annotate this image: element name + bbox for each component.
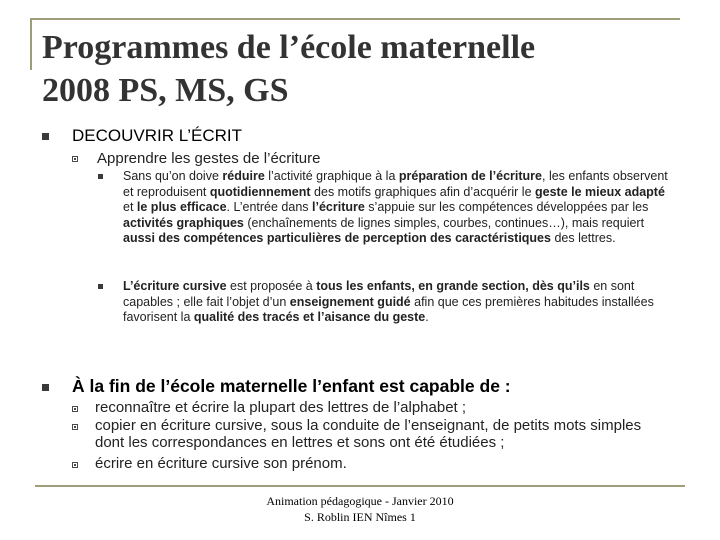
hollow-square-bullet-icon: [72, 156, 78, 162]
emphasis-text: tous les enfants, en grande section, dès qu’ils: [316, 279, 590, 293]
footer-line-1: Animation pédagogique - Janvier 2010: [266, 494, 454, 508]
text-run: .: [425, 310, 429, 325]
footer-line-2: S. Roblin IEN Nîmes 1: [304, 510, 416, 524]
emphasis-text: réduire: [222, 169, 265, 183]
section1-heading: DECOUVRIR L’ÉCRIT: [72, 126, 243, 145]
text-run: (enchaînements de lignes simples, courbes, continues…), mais requiert: [243, 215, 645, 230]
emphasis-text: aussi des compétences particulières de perception des caractéristiques: [123, 231, 551, 246]
square-bullet-icon: [42, 384, 49, 391]
hollow-square-bullet-icon: [72, 462, 78, 468]
text-run: est proposée à: [226, 279, 317, 293]
section2-heading: À la fin de l’école maternelle l’enfant est capable de :: [72, 376, 511, 396]
paragraph-cursive-writing: [123, 279, 673, 326]
emphasis-text: le plus efficace: [136, 200, 227, 215]
text-run: Sans qu’on doive: [123, 169, 223, 183]
emphasis-text: geste le mieux adapté: [535, 184, 665, 199]
text-run: des lettres.: [550, 231, 616, 246]
text-run: en sont capables ; elle fait l’objet d’un: [123, 279, 635, 309]
title-left-rule: [30, 18, 32, 70]
text-run: des motifs graphiques afin d’acquérir le: [310, 184, 535, 199]
text-run: l’activité graphique à la: [264, 169, 399, 183]
emphasis-text: qualité des tracés et l’aisance du geste: [193, 310, 426, 325]
text-run: . L’entrée dans: [226, 200, 313, 215]
emphasis-text: quotidiennement: [209, 184, 311, 199]
title-line-1: Programmes de l’école maternelle: [42, 29, 536, 66]
hollow-square-bullet-icon: [72, 406, 78, 412]
small-square-bullet-icon: [98, 174, 103, 179]
section1-subheading: Apprendre les gestes de l’écriture: [97, 150, 321, 167]
skill-item: écrire en écriture cursive son prénom.: [95, 455, 347, 472]
emphasis-text: enseignement guidé: [289, 294, 411, 309]
skill-item: copier en écriture cursive, sous la conduite de l’enseignant, de petits mots simples dont les correspondances en lettres et sons ont été étudiées ;: [95, 417, 642, 451]
skill-item: reconnaître et écrire la plupart des lettres de l’alphabet ;: [95, 399, 467, 416]
title-line-2: 2008 PS, MS, GS: [42, 72, 289, 109]
emphasis-text: préparation de l’écriture: [398, 169, 542, 183]
emphasis-text: L’écriture cursive: [123, 279, 227, 293]
square-bullet-icon: [42, 133, 49, 140]
emphasis-text: activités graphiques: [123, 215, 244, 230]
hollow-square-bullet-icon: [72, 424, 78, 430]
text-run: , les enfants observent et reproduisent: [123, 169, 668, 199]
paragraph-writing-gesture: [123, 169, 673, 247]
footer-rule: [35, 485, 685, 487]
emphasis-text: l’écriture: [312, 200, 365, 215]
slide-title: [42, 26, 682, 112]
title-top-rule: [30, 18, 680, 20]
text-run: et: [123, 200, 137, 215]
text-run: s’appuie sur les compétences développées par les: [364, 200, 649, 215]
text-run: afin que ces premières habitudes installées favorisent la: [123, 294, 654, 325]
small-square-bullet-icon: [98, 284, 103, 289]
